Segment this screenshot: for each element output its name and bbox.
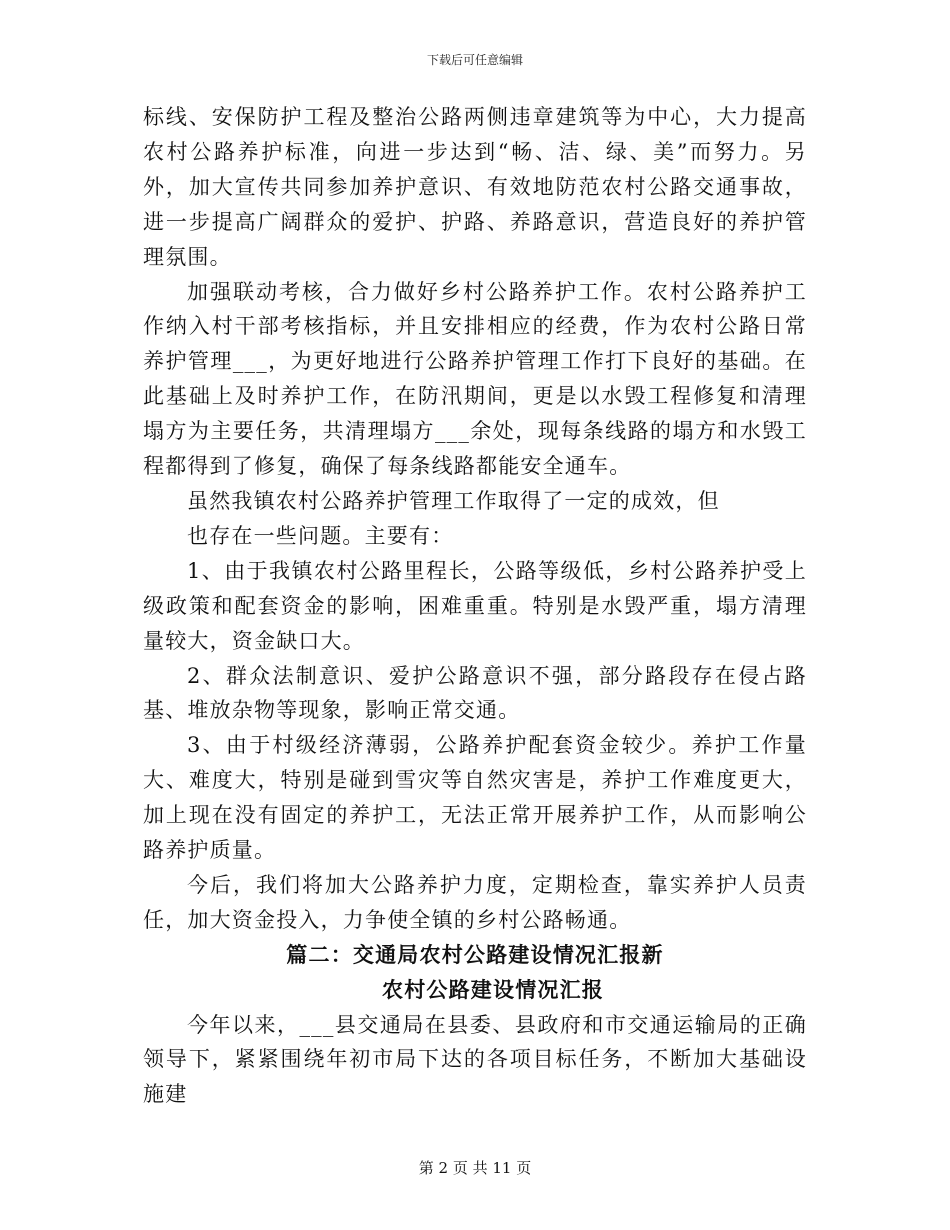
paragraph-section-intro: 今年以来，___县交通局在县委、县政府和市交通运输局的正确领导下，紧紧围绕年初市局下达的各项目标任务，不断加大基础设施建 [143, 1012, 807, 1107]
paragraph-problem-1: 1、由于我镇农村公路里程长，公路等级低，乡村公路养护受上级政策和配套资金的影响，困难重重。特别是水毁严重，塌方清理量较大，资金缺口大。 [143, 558, 807, 653]
paragraph-continuation: 标线、安保防护工程及整治公路两侧违章建筑等为中心，大力提高农村公路养护标准，向进一步达到“畅、洁、绿、美”而努力。另外，加大宣传共同参加养护意识、有效地防范农村公路交通事故，进一步提高广阔群众的爱护、护路、养路意识，营造良好的养护管理氛围。 [143, 105, 807, 269]
paragraph-problems-intro-cont: 也存在一些问题。主要有： [187, 523, 454, 548]
page-footer: 第 2 页 共 11 页 [418, 1159, 532, 1177]
paragraph-problems-intro: 虽然我镇农村公路养护管理工作取得了一定的成效，但 [187, 488, 720, 513]
paragraph-problem-2: 2、群众法制意识、爱护公路意识不强，部分路段存在侵占路基、堆放杂物等现象，影响正常交通。 [143, 663, 807, 723]
paragraph-linkage-assessment: 加强联动考核，合力做好乡村公路养护工作。农村公路养护工作纳入村干部考核指标，并且安排相应的经费，作为农村公路日常养护管理___，为更好地进行公路养护管理工作打下良好的基础。在此基础上及时养护工作，在防汛期间，更是以水毁工程修复和清理塌方为主要任务，共清理塌方___余处，现每条线路的塌方和水毁工程都得到了修复，确保了每条线路都能安全通车。 [143, 279, 807, 479]
paragraph-problem-3: 3、由于村级经济薄弱，公路养护配套资金较少。养护工作量大、难度大，特别是碰到雪灾等自然灾害是，养护工作难度更大，加上现在没有固定的养护工，无法正常开展养护工作，从而影响公路养护质量。 [143, 733, 807, 863]
page-header: 下载后可任意编辑 [426, 53, 523, 67]
section-title: 篇二：交通局农村公路建设情况汇报新 [286, 941, 664, 967]
section-subtitle: 农村公路建设情况汇报 [382, 976, 604, 1002]
paragraph-future: 今后，我们将加大公路养护力度，定期检查，靠实养护人员责任，加大资金投入，力争使全镇的乡村公路畅通。 [143, 872, 807, 932]
document-body [143, 100, 807, 1112]
